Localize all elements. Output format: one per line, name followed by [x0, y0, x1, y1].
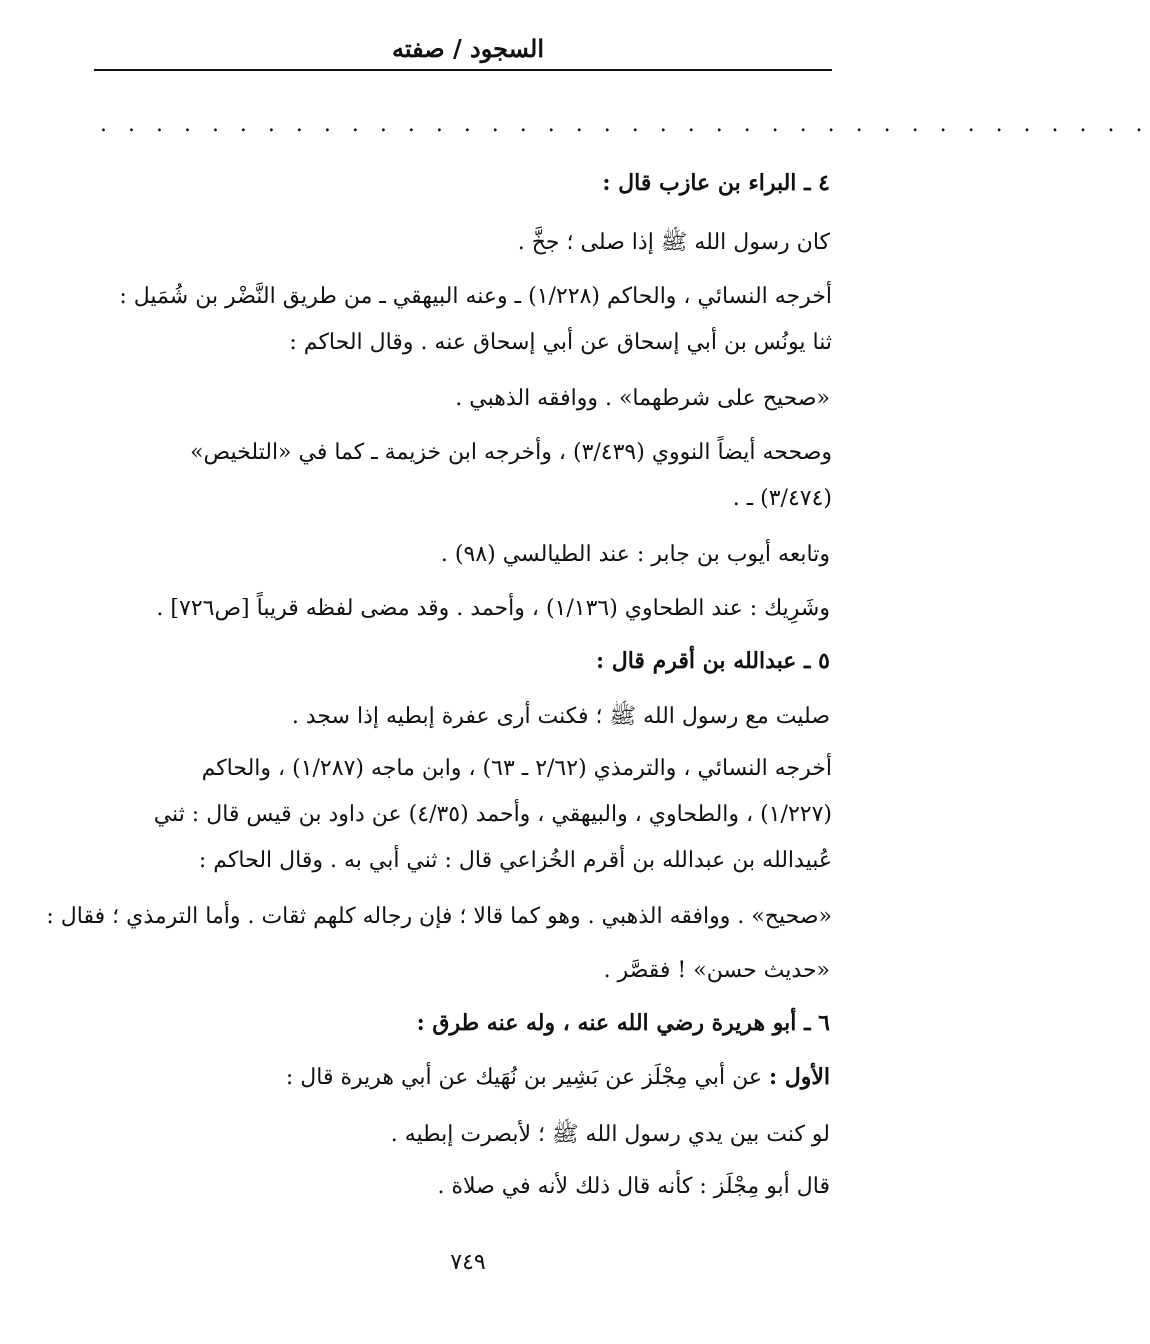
- header-rule: [94, 69, 832, 71]
- body-text-line: أخرجه النسائي ، والترمذي (٢/٦٢ ـ ٦٣) ، وابن ماجه (١/٢٨٧) ، والحاكم: [201, 756, 832, 781]
- body-text-line: «حديث حسن» ! فقصَّر .: [603, 958, 830, 983]
- body-text-line: وشَرِيك : عند الطحاوي (١/١٣٦) ، وأحمد . وقد مضى لفظه قريباً [ص٧٢٦] .: [156, 596, 830, 621]
- hadith-text-line: كان رسول الله ﷺ إذا صلى ؛ جخَّ .: [517, 230, 830, 255]
- body-text-line: «صحيح» . ووافقه الذهبي . وهو كما قالا ؛ فإن رجاله كلهم ثقات . وأما الترمذي ؛ فقال :: [46, 904, 832, 929]
- body-text-line: قال أبو مِجْلَز : كأنه قال ذلك لأنه في صلاة .: [437, 1174, 830, 1199]
- running-header-title: السجود / صفته: [391, 34, 545, 63]
- first-route-label: الأول :: [768, 1064, 830, 1090]
- page-number: ٧٤٩: [450, 1250, 486, 1275]
- body-text-line: [90, 1064, 830, 1090]
- body-text-line: «صحيح على شرطهما» . ووافقه الذهبي .: [455, 386, 830, 411]
- section-heading-4: ٤ ـ البراء بن عازب قال :: [602, 170, 830, 196]
- section-heading-5: ٥ ـ عبدالله بن أقرم قال :: [595, 648, 830, 674]
- first-route-text: عن أبي مِجْلَز عن بَشِير بن نُهَيك عن أبي هريرة قال :: [285, 1065, 769, 1090]
- hadith-text-line: صليت مع رسول الله ﷺ ؛ فكنت أرى عفرة إبطيه إذا سجد .: [291, 704, 830, 729]
- body-text-line: أخرجه النسائي ، والحاكم (١/٢٢٨) ـ وعنه البيهقي ـ من طريق النَّضْر بن شُمَيل :: [119, 284, 832, 309]
- section-heading-6: ٦ ـ أبو هريرة رضي الله عنه ، وله عنه طرق :: [416, 1010, 830, 1036]
- body-text-line: (٣/٤٧٤) ـ .: [732, 486, 832, 511]
- body-text-line: عُبيدالله بن عبدالله بن أقرم الخُزاعي قال : ثني أبي به . وقال الحاكم :: [198, 848, 832, 873]
- body-text-line: (١/٢٢٧) ، والطحاوي ، والبيهقي ، وأحمد (٤/٣٥) عن داود بن قيس قال : ثني: [153, 802, 832, 827]
- body-text-line: وتابعه أيوب بن جابر : عند الطيالسي (٩٨) .: [440, 542, 830, 567]
- hadith-text-line: لو كنت بين يدي رسول الله ﷺ ؛ لأبصرت إبطيه .: [390, 1122, 830, 1147]
- body-text-line: وصححه أيضاً النووي (٣/٤٣٩) ، وأخرجه ابن خزيمة ـ كما في «التلخيص»: [190, 440, 832, 465]
- dotted-separator: . . . . . . . . . . . . . . . . . . . . . . . . . . . . . . . . . . . . . .: [100, 112, 1150, 137]
- body-text-line: ثنا يونُس بن أبي إسحاق عن أبي إسحاق عنه . وقال الحاكم :: [289, 330, 832, 355]
